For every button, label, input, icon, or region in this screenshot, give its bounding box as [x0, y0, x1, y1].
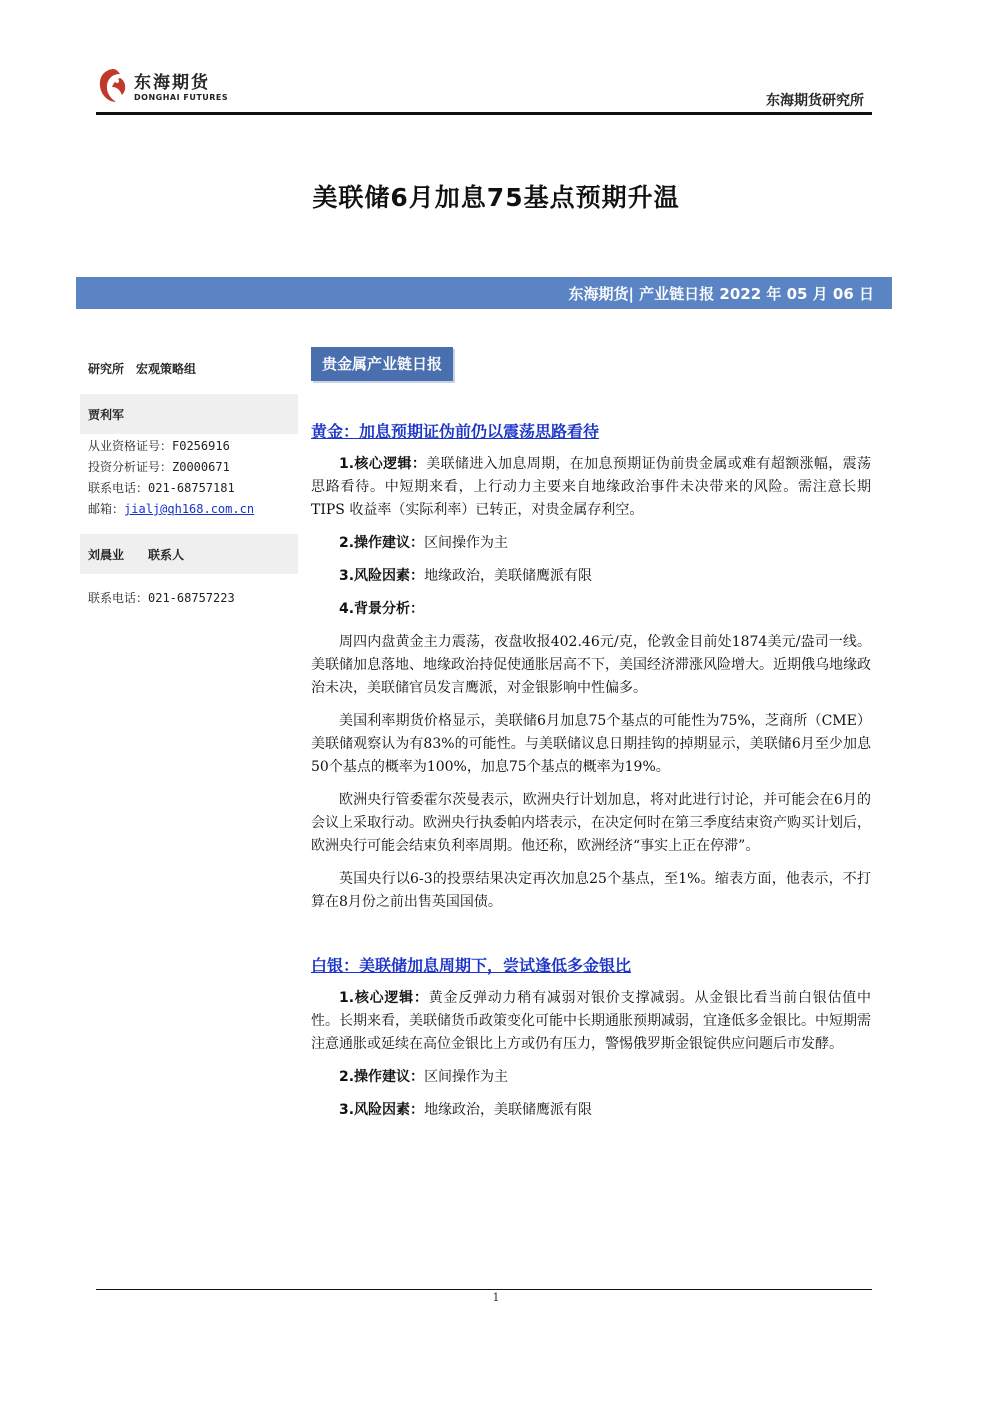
silver-risk-label: 3.风险因素： [339, 1102, 425, 1118]
report-banner [76, 277, 892, 309]
logo-english-name: DONGHAI FUTURES [134, 93, 229, 102]
gold-background-label: 4.背景分析： [339, 601, 425, 617]
silver-section-title: 白银：美联储加息周期下，尝试逢低多金银比 [311, 956, 632, 975]
silver-risk [311, 1099, 871, 1122]
main-content [311, 420, 871, 1132]
gold-background-paragraph: 周四内盘黄金主力震荡，夜盘收报402.46元/克，伦敦金目前处1874美元/盎司一线。美联储加息落地、地缘政治持促使通胀居高不下，美国经济滞涨风险增大。近期俄乌地缘政治未决，美联储官员发言鹰派，对金银影响中性偏多。 [311, 634, 871, 696]
header-divider [96, 112, 872, 115]
silver-advice-label: 2.操作建议： [339, 1069, 425, 1085]
silver-core-logic [311, 987, 871, 1056]
analyst-email-link[interactable]: jialj@qh168.com.cn [124, 502, 255, 516]
gold-core-logic [311, 453, 871, 522]
contact-details [80, 588, 298, 609]
analyst-email-row [80, 499, 298, 520]
gold-section-title: 黄金：加息预期证伪前仍以震荡思路看待 [311, 422, 600, 441]
silver-advice-text: 区间操作为主 [424, 1069, 509, 1085]
department-label: 研究所 宏观策略组 [88, 362, 197, 376]
gold-risk-label: 3.风险因素： [339, 568, 425, 584]
contact-phone: 联系电话：021-68757223 [88, 591, 235, 605]
page-number: 1 [492, 1291, 500, 1304]
report-title: 美联储6月加息75基点预期升温 [312, 183, 680, 212]
logo-chinese-name: 东海期货 [134, 73, 210, 93]
gold-background-paragraph: 英国央行以6-3的投票结果决定再次加息25个基点，至1%。缩表方面，他表示，不打算在8月份之前出售英国国债。 [311, 871, 871, 910]
analyst-investment-cert: 投资分析证号：Z0000671 [88, 460, 230, 474]
footer-divider [96, 1289, 872, 1290]
silver-logic-text: 黄金反弹动力稍有减弱对银价支撑减弱。从金银比看当前白银估值中性。长期来看，美联储货币政策变化可能中长期通胀预期减弱，宜逢低多金银比。中短期需注意通胀或延续在高位金银比上方或仍有压力，警惕俄罗斯金银锭供应问题后市发酵。 [311, 990, 872, 1052]
gold-risk-text: 地缘政治，美联储鹰派有限 [424, 568, 593, 584]
gold-advice [311, 532, 871, 555]
gold-risk [311, 565, 871, 588]
silver-risk-text: 地缘政治，美联储鹰派有限 [424, 1102, 593, 1118]
gold-advice-label: 2.操作建议： [339, 535, 425, 551]
company-logo [96, 66, 236, 112]
silver-logic-label: 1.核心逻辑： [339, 990, 429, 1006]
gold-logic-text: 美联储进入加息周期，在加息预期证伪前贵金属或难有超额涨幅，震荡思路看待。中短期来看，上行动力主要来自地缘政治事件未决带来的风险。需注意长期 TIPS 收益率（实际利率）已转正，对贵金属存利空。 [311, 456, 871, 518]
gold-advice-text: 区间操作为主 [424, 535, 509, 551]
gold-background-paragraph: 欧洲央行管委霍尔茨曼表示，欧洲央行计划加息，将对此进行讨论，并可能会在6月的会议上采取行动。欧洲央行执委帕内塔表示，在决定何时在第三季度结束资产购买计划后，欧洲央行可能会结束负利率周期。他还称，欧洲经济“事实上正在停滞”。 [311, 792, 871, 854]
analyst-qualification: 从业资格证号：F0256916 [88, 439, 230, 453]
gold-background-heading [311, 598, 871, 621]
email-label: 邮箱： [88, 502, 125, 516]
silver-advice [311, 1066, 871, 1089]
gold-background-paragraph: 美国利率期货价格显示，美联储6月加息75个基点的可能性为75%，芝商所（CME）美联储观察认为有83%的可能性。与美联储议息日期挂钩的掉期显示，美联储6月至少加息50个基点的概率为100%，加息75个基点的概率为19%。 [311, 713, 871, 775]
institute-name: 东海期货研究所 [766, 93, 864, 109]
analyst-details [80, 436, 298, 520]
banner-text: 东海期货| 产业链日报 2022 年 05 月 06 日 [568, 285, 874, 303]
contact-header-box [80, 534, 298, 574]
dragon-logo-icon [96, 66, 130, 106]
contact-name: 刘晨业 联系人 [88, 548, 185, 562]
analyst-phone: 联系电话：021-68757181 [88, 481, 235, 495]
section-tag: 贵金属产业链日报 [311, 347, 453, 381]
analyst-name: 贾利军 [88, 408, 125, 422]
analyst-header-box [80, 394, 298, 434]
gold-logic-label: 1.核心逻辑： [339, 456, 427, 472]
